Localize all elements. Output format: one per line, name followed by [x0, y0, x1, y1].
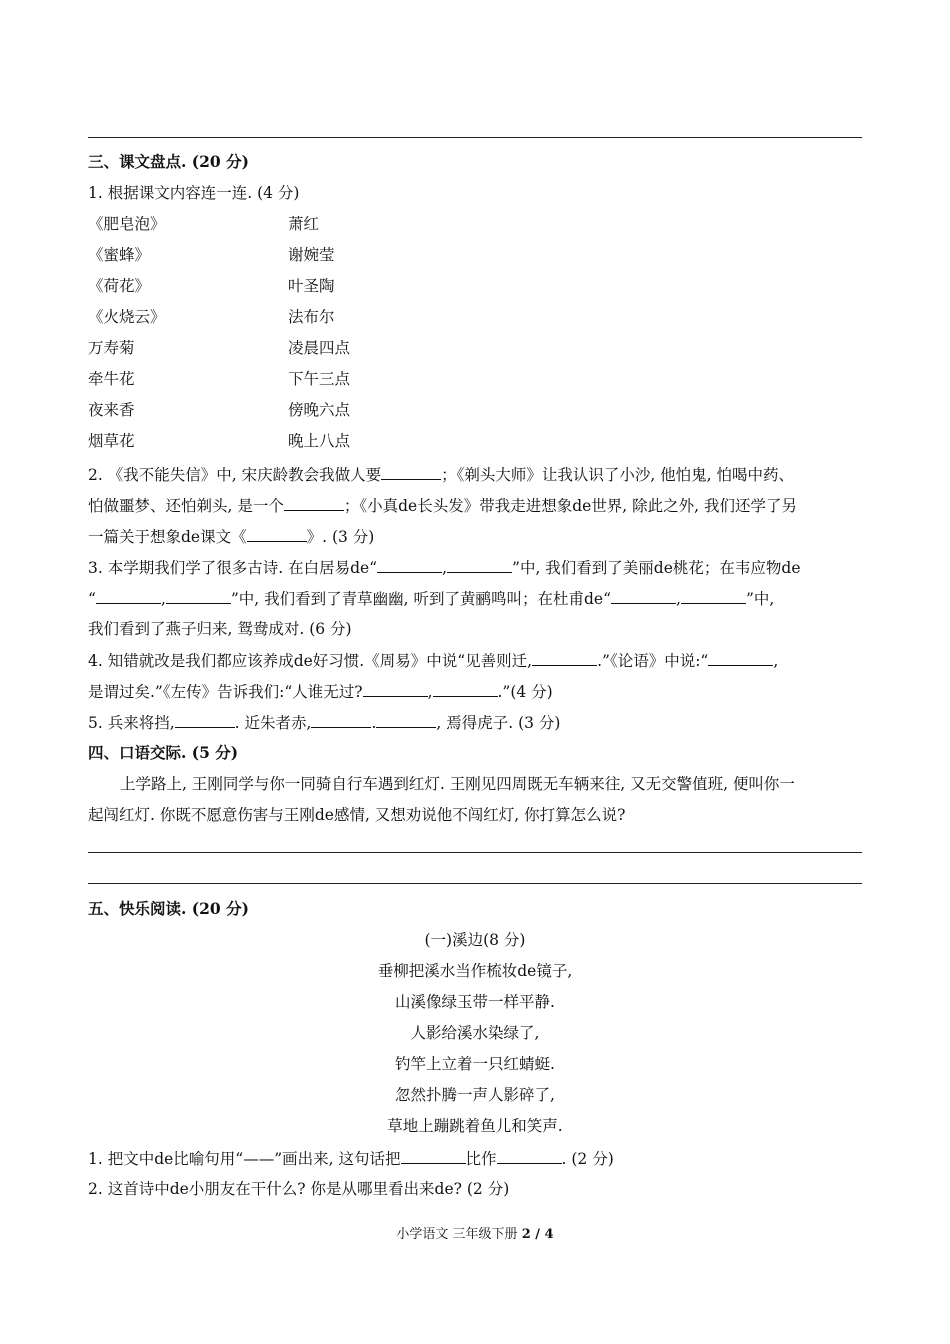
- answer-blank[interactable]: [401, 1148, 466, 1164]
- q3-3-line-2: “ , ”中, 我们看到了青草幽幽, 听到了黄鹂鸣叫；在杜甫de“ , ”中,: [88, 590, 775, 608]
- q5-2-line: 2. 这首诗中de小朋友在干什么? 你是从哪里看出来de? (2 分): [88, 1180, 510, 1198]
- page-footer: [0, 1226, 950, 1244]
- match-right-item: 法布尔: [288, 308, 335, 326]
- answer-blank[interactable]: [611, 588, 676, 604]
- answer-blank[interactable]: [381, 464, 441, 480]
- match-left-item: 《荷花》: [88, 277, 151, 295]
- q3-2-line-1: 2. 《我不能失信》中, 宋庆龄教会我做人要 ；《剃头大师》让我认识了小沙, 他怕鬼, 怕喝中药、: [88, 466, 795, 484]
- answer-blank[interactable]: [166, 588, 231, 604]
- match-right-item: 凌晨四点: [288, 339, 351, 357]
- answer-blank[interactable]: [311, 712, 371, 728]
- answer-blank[interactable]: [708, 650, 773, 666]
- match-left-item: 《肥皂泡》: [88, 215, 166, 233]
- answer-blank[interactable]: [532, 650, 597, 666]
- answer-blank[interactable]: [284, 495, 344, 511]
- page-number: 2 / 4: [521, 1227, 554, 1242]
- answer-blank[interactable]: [96, 588, 161, 604]
- answer-blank[interactable]: [681, 588, 746, 604]
- answer-blank[interactable]: [175, 712, 235, 728]
- match-right-item: 萧红: [288, 215, 320, 233]
- answer-line[interactable]: [88, 852, 862, 853]
- answer-blank[interactable]: [247, 526, 307, 542]
- match-left-item: 《蜜蜂》: [88, 246, 151, 264]
- match-right-item: 傍晚六点: [288, 401, 351, 419]
- q3-3-line-3: 我们看到了燕子归来, 鸳鸯成对. (6 分): [88, 620, 352, 638]
- q3-3-line-1: 3. 本学期我们学了很多古诗. 在白居易de“ , ”中, 我们看到了美丽de桃花；在韦应物de: [88, 559, 801, 577]
- q3-1-prompt: 1. 根据课文内容连一连. (4 分): [88, 184, 300, 202]
- answer-blank[interactable]: [376, 712, 436, 728]
- match-right-item: 晚上八点: [288, 432, 351, 450]
- match-left-item: 《火烧云》: [88, 308, 166, 326]
- top-divider: [88, 137, 862, 138]
- q3-4-line-2: 是谓过矣.”《左传》告诉我们:“人谁无过? , .”(4 分): [88, 683, 553, 701]
- match-right-item: 叶圣陶: [288, 277, 335, 295]
- q3-5-line: 5. 兵来将挡, . 近朱者赤, . , 焉得虎子. (3 分): [88, 714, 561, 732]
- footer-text: 小学语文 三年级下册: [396, 1227, 518, 1242]
- poem-line: 钓竿上立着一只红蜻蜓.: [395, 1055, 555, 1073]
- q3-4-line-1: 4. 知错就改是我们都应该养成de好习惯.《周易》中说“见善则迁, .”《论语》中说:“ ,: [88, 652, 779, 670]
- q5-1-line: 1. 把文中de比喻句用“——”画出来, 这句话把 比作 . (2 分): [88, 1150, 614, 1168]
- match-left-item: 牵牛花: [88, 370, 135, 388]
- poem-line: 山溪像绿玉带一样平静.: [395, 993, 555, 1011]
- answer-blank[interactable]: [363, 681, 428, 697]
- poem-line: 人影给溪水染绿了,: [410, 1024, 540, 1042]
- poem-line: 忽然扑腾一声人影碎了,: [395, 1086, 555, 1104]
- poem-title: (一)溪边(8 分): [424, 931, 526, 949]
- answer-blank[interactable]: [497, 1148, 562, 1164]
- poem-line: 草地上蹦跳着鱼儿和笑声.: [387, 1117, 563, 1135]
- match-right-item: 下午三点: [288, 370, 351, 388]
- section-4-paragraph-1: 上学路上, 王刚同学与你一同骑自行车遇到红灯. 王刚见四周既无车辆来往, 又无交警值班, 便叫你一: [120, 775, 795, 793]
- q3-2-line-2: 怕做噩梦、还怕剃头, 是一个 ；《小真de长头发》带我走进想象de世界, 除此之外, 我们还学了另: [88, 497, 798, 515]
- section-5-title: 五、快乐阅读. (20 分): [88, 899, 249, 918]
- answer-blank[interactable]: [377, 557, 442, 573]
- answer-blank[interactable]: [447, 557, 512, 573]
- answer-line[interactable]: [88, 883, 862, 884]
- q3-2-line-3: 一篇关于想象de课文《 》. (3 分): [88, 528, 375, 546]
- match-left-item: 烟草花: [88, 432, 135, 450]
- match-right-item: 谢婉莹: [288, 246, 335, 264]
- section-3-title: 三、课文盘点. (20 分): [88, 152, 249, 171]
- section-4-title: 四、口语交际. (5 分): [88, 743, 239, 762]
- poem-line: 垂柳把溪水当作梳妆de镜子,: [377, 962, 573, 980]
- match-left-item: 夜来香: [88, 401, 135, 419]
- answer-blank[interactable]: [433, 681, 498, 697]
- match-left-item: 万寿菊: [88, 339, 135, 357]
- section-4-paragraph-2: 起闯红灯. 你既不愿意伤害与王刚de感情, 又想劝说他不闯红灯, 你打算怎么说?: [88, 806, 626, 824]
